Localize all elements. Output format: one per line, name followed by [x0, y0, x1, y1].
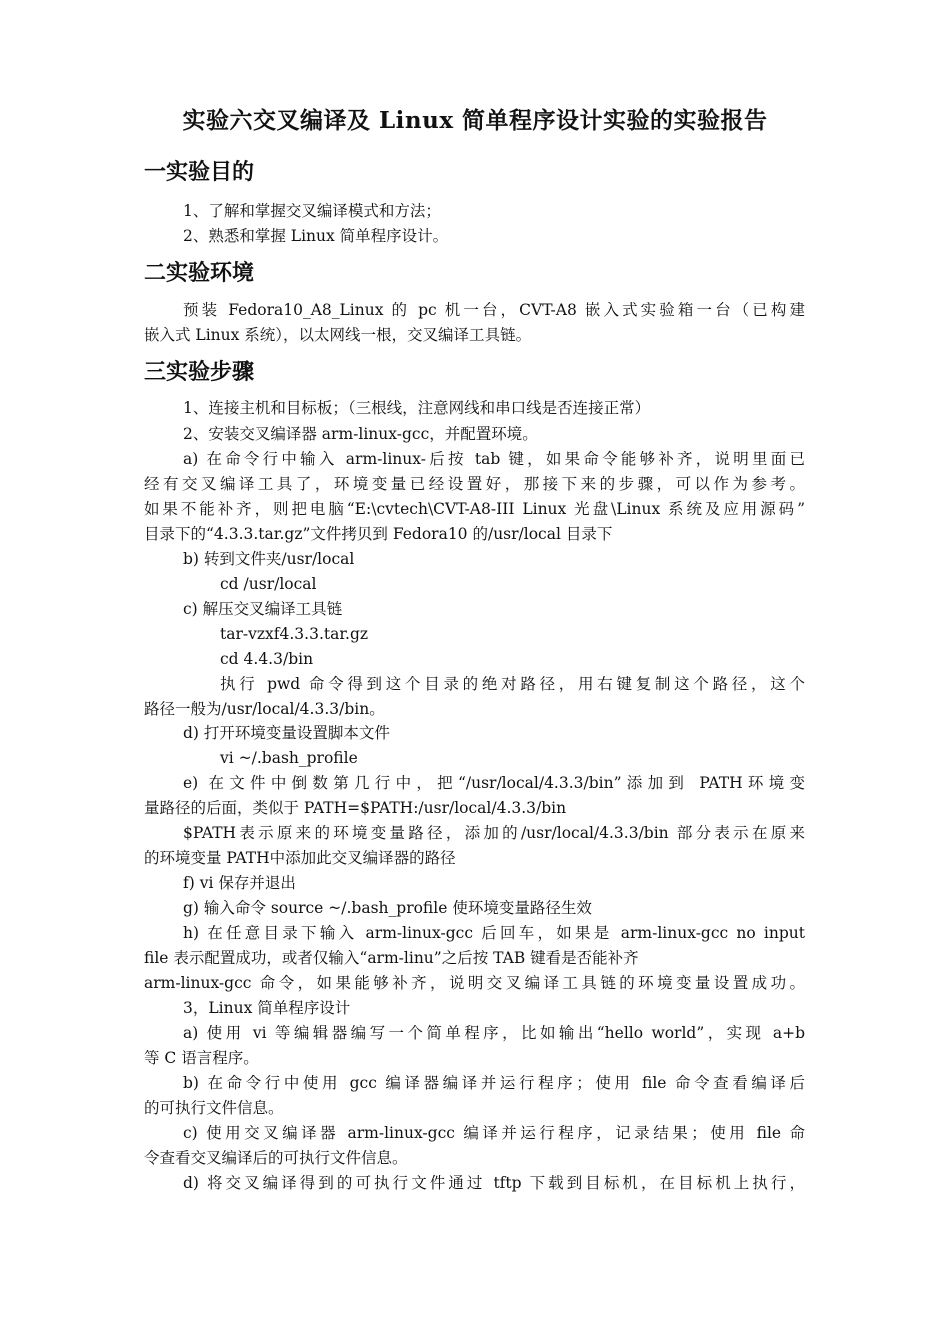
text-line: 3，Linux 简单程序设计	[183, 999, 351, 1017]
section-heading-purpose: 一实验目的	[144, 159, 255, 185]
text-line: 1、了解和掌握交叉编译模式和方法；	[183, 202, 441, 220]
text-line: file 表示配置成功，或者仅输入“arm-linu”之后按 TAB 键看是否能补齐	[144, 949, 639, 967]
text-line: 1、连接主机和目标板；（三根线，注意网线和串口线是否连接正常）	[183, 399, 651, 417]
section-heading-steps: 三实验步骤	[144, 359, 255, 385]
text-line: 经有交叉编译工具了，环境变量已经设置好，那接下来的步骤，可以作为参考。	[144, 475, 805, 493]
text-line: cd /usr/local	[220, 575, 317, 593]
text-line: 预装 Fedora10_A8_Linux 的 pc 机一台，CVT-A8 嵌入式实验箱一台（已构建	[183, 301, 805, 319]
text-line: 等 C 语言程序。	[144, 1049, 259, 1067]
text-line: f) vi 保存并退出	[183, 874, 296, 892]
text-line: 的可执行文件信息。	[144, 1099, 284, 1117]
text-line: 量路径的后面，类似于 PATH=$PATH:/usr/local/4.3.3/bin	[144, 799, 567, 817]
text-line: vi ~/.bash_profile	[220, 749, 358, 767]
text-line: 路径一般为/usr/local/4.3.3/bin。	[144, 700, 385, 718]
text-line: h) 在任意目录下输入 arm-linux-gcc 后回车，如果是 arm-linux-gcc no input	[183, 924, 805, 942]
text-line: 令查看交叉编译后的可执行文件信息。	[144, 1149, 408, 1167]
text-line: arm-linux-gcc 命令，如果能够补齐，说明交叉编译工具链的环境变量设置成功。	[144, 974, 805, 992]
text-line: 的环境变量 PATH中添加此交叉编译器的路径	[144, 849, 456, 867]
text-line: $PATH表示原来的环境变量路径，添加的/usr/local/4.3.3/bin 部分表示在原来	[183, 824, 805, 842]
text-line: b) 转到文件夹/usr/local	[183, 550, 355, 568]
text-line: a) 使用 vi 等编辑器编写一个简单程序，比如输出“hello world”，实现 a+b	[183, 1024, 805, 1042]
section-heading-environment: 二实验环境	[144, 260, 255, 286]
text-line: 2、安装交叉编译器 arm-linux-gcc，并配置环境。	[183, 425, 538, 443]
text-line: d) 打开环境变量设置脚本文件	[183, 724, 390, 742]
text-line: 如果不能补齐，则把电脑“E:\cvtech\CVT-A8-III Linux 光盘\Linux 系统及应用源码”	[144, 500, 805, 518]
text-line: 嵌入式 Linux 系统），以太网线一根，交叉编译工具链。	[144, 326, 532, 344]
text-line: 执行 pwd 命令得到这个目录的绝对路径，用右键复制这个路径，这个	[220, 675, 805, 693]
text-line: 2、熟悉和掌握 Linux 简单程序设计。	[183, 227, 449, 245]
text-line: g) 输入命令 source ~/.bash_profile 使环境变量路径生效	[183, 899, 592, 917]
report-title: 实验六交叉编译及 Linux 简单程序设计实验的实验报告	[182, 107, 768, 134]
text-line: b) 在命令行中使用 gcc 编译器编译并运行程序；使用 file 命令查看编译后	[183, 1074, 805, 1092]
text-line: 目录下的“4.3.3.tar.gz”文件拷贝到 Fedora10 的/usr/local 目录下	[144, 525, 613, 543]
text-line: tar-vzxf4.3.3.tar.gz	[220, 625, 369, 643]
text-line: d) 将交叉编译得到的可执行文件通过 tftp 下载到目标机，在目标机上执行，	[183, 1174, 805, 1192]
text-line: e) 在文件中倒数第几行中，把“/usr/local/4.3.3/bin”添加到 PATH环境变	[183, 774, 805, 792]
text-line: c) 使用交叉编译器 arm-linux-gcc 编译并运行程序，记录结果；使用 file 命	[183, 1124, 805, 1142]
text-line: a) 在命令行中输入 arm-linux-后按 tab 键，如果命令能够补齐，说明里面已	[183, 450, 805, 468]
text-line: cd 4.4.3/bin	[220, 650, 314, 668]
text-line: c) 解压交叉编译工具链	[183, 600, 343, 618]
